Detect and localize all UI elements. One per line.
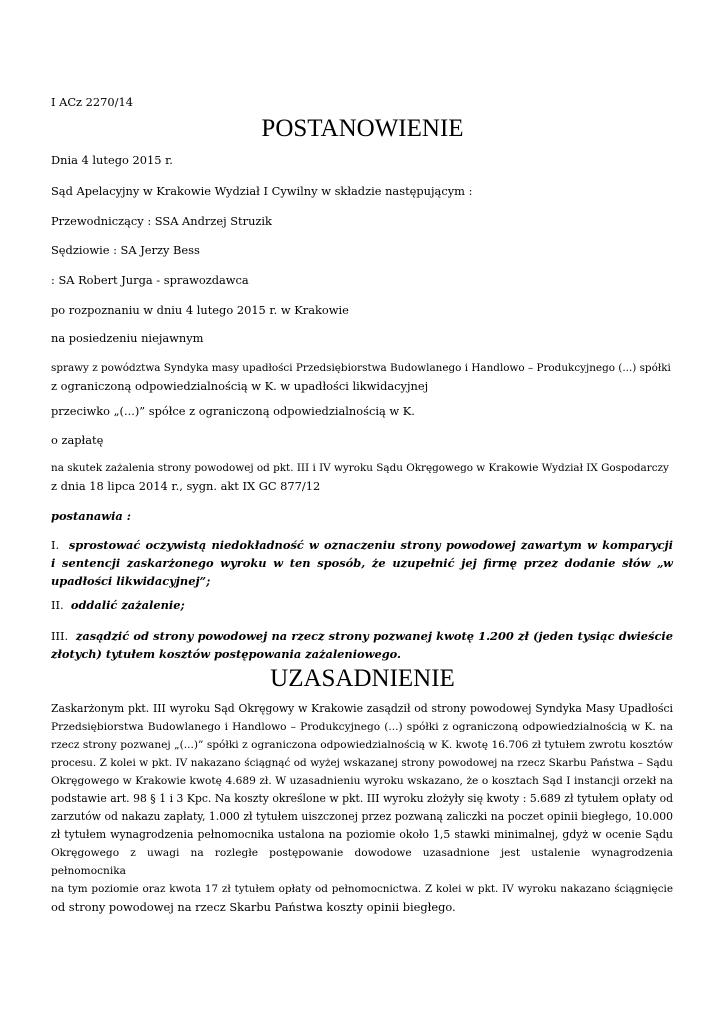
session-line: na posiedzeniu niejawnym [51, 331, 204, 345]
point-3-line: III. zasądzić od strony powodowej na rzecz strony pozwanej kwotę 1.200 zł (jeden tysiąc dwieście [51, 629, 673, 643]
point-3-number: III. [51, 629, 69, 643]
case-line: z ograniczoną odpowiedzialnością w K. w upadłości likwidacyjnej [51, 379, 429, 393]
against-line: przeciwko „(...)” spółce z ograniczoną odpowiedzialnością w K. [51, 404, 415, 418]
case-number: I ACz 2270/14 [51, 95, 134, 109]
justification-line: procesu. Z kolei w pkt. IV nakazano ściągnąć od wyżej wskazanej strony powodowej na rzecz Skarbu Państwa – Sądu [51, 757, 673, 769]
justification-line: na tym poziomie oraz kwota 17 zł tytułem opłaty od pełnomocnictwa. Z kolei w pkt. IV wyroku nakazano ściągnięcie [51, 883, 673, 895]
court-composition: Sąd Apelacyjny w Krakowie Wydział I Cywilny w składzie następującym : [51, 184, 473, 198]
presiding-judge: Przewodniczący : SSA Andrzej Struzik [51, 214, 272, 228]
point-1-line: upadłości likwidacyjnej”; [51, 574, 211, 588]
decision-point-3 [51, 627, 673, 663]
judges-line-2: : SA Robert Jurga - sprawozdawca [51, 273, 249, 287]
decision-label: postanawia : [51, 509, 131, 523]
date-line: Dnia 4 lutego 2015 r. [51, 153, 173, 167]
document-title: POSTANOWIENIE [261, 115, 464, 142]
justification-line: zarzutów od nakazu zapłaty, 1.000 zł tytułem uiszczonej przez pozwaną zaliczki na poczet opinii biegłego, 10.000 [51, 810, 673, 823]
appeal-paragraph [51, 459, 673, 495]
appeal-line: na skutek zażalenia strony powodowej od pkt. III i IV wyroku Sądu Okręgowego w Krakowie Wydział IX Gospodarczy [51, 462, 669, 474]
decision-point-2 [51, 597, 673, 614]
hearing-date-line: po rozpoznaniu w dniu 4 lutego 2015 r. w Krakowie [51, 303, 349, 317]
subject-line: o zapłatę [51, 433, 104, 447]
case-parties-paragraph [51, 359, 673, 395]
justification-line: rzecz strony pozwanej „(...)” spółki z ograniczona odpowiedzialnością w K. kwotę 16.706 zł tytułem zwrotu kosztów [51, 739, 673, 751]
appeal-line: z dnia 18 lipca 2014 r., sygn. akt IX GC 877/12 [51, 479, 321, 493]
justification-line: Zaskarżonym pkt. III wyroku Sąd Okręgowy w Krakowie zasądził od strony powodowej Syndyka Masy Upadłości [51, 702, 673, 715]
point-1-line: i sentencji zaskarżonego wyroku w ten sposób, że uzupełnić jej firmę przez dodanie słów „w [51, 556, 673, 570]
justification-line: zł tytułem wynagrodzenia pełnomocnika ustalona na poziomie około 1,5 stawki minimalnej, gdyż w ocenie Sądu [51, 828, 673, 841]
case-line: sprawy z powództwa Syndyka masy upadłości Przedsiębiorstwa Budowlanego i Handlowo – Produkcyjnego (...) spółki [51, 362, 671, 374]
decision-point-1 [51, 536, 673, 590]
justification-line: podstawie art. 98 § 1 i 3 Kpc. Na koszty określone w pkt. III wyroku złożyły się kwoty : 5.689 zł tytułem opłaty od [51, 792, 673, 805]
justification-title: UZASADNIENIE [270, 665, 455, 692]
justification-line: Przedsiębiorstwa Budowlanego i Handlowo – Produkcyjnego (...) spółki z ograniczoną odpowiedzialnością w K. na [51, 721, 673, 733]
judges-line-1: Sędziowie : SA Jerzy Bess [51, 243, 200, 257]
point-3-line: złotych) tytułem kosztów postępowania zażaleniowego. [51, 647, 402, 661]
point-1-number: I. [51, 538, 60, 552]
point-2-number: II. [51, 598, 64, 612]
justification-line: od strony powodowej na rzecz Skarbu Państwa koszty opinii biegłego. [51, 900, 456, 914]
justification-line: Okręgowego w Krakowie kwotę 4.689 zł. W uzasadnieniu wyroku wskazano, że o kosztach Sąd I instancji orzekł na [51, 775, 673, 787]
point-1-line: I. sprostować oczywistą niedokładność w oznaczeniu strony powodowej zawartym w komparycji [51, 538, 673, 552]
justification-body [51, 700, 673, 916]
point-2-text: oddalić zażalenie; [70, 598, 185, 612]
justification-line: Okręgowego z uwagi na rozległe postępowanie dowodowe uzasadnione jest ustalenie wynagrodzenia pełnomocnika [51, 847, 673, 877]
